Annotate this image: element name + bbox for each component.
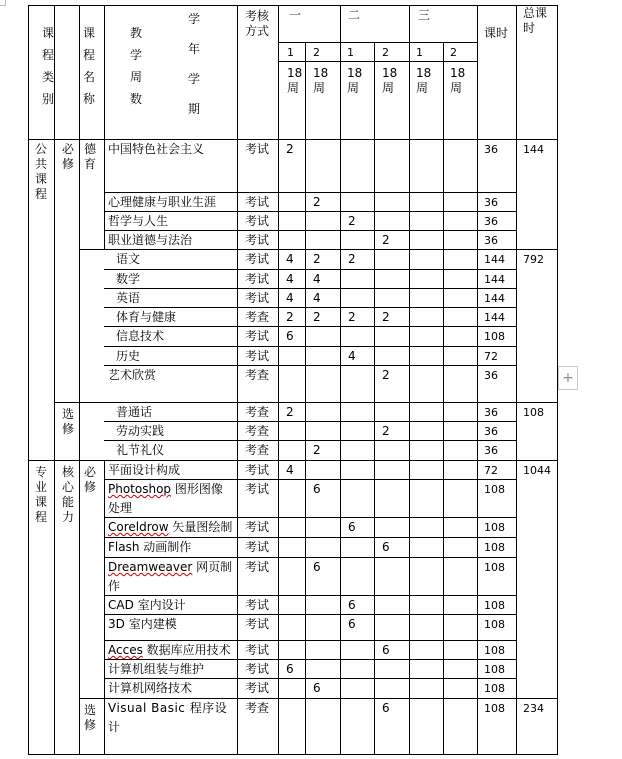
exam-method: 考试 — [245, 291, 270, 305]
course-hours: 108 — [484, 682, 505, 695]
exam-method: 考试 — [245, 349, 270, 363]
course-hours: 108 — [484, 599, 505, 612]
exam-method: 考试 — [245, 272, 270, 286]
semester-hours-4: 2 — [382, 368, 390, 382]
grid-line-h — [28, 5, 558, 6]
header-academic-year: 学 年 学 期 — [188, 12, 201, 116]
header-weeks-5: 18 周 — [416, 66, 432, 95]
semester-hours-4: 2 — [382, 310, 390, 324]
course-name: 劳动实践 — [116, 424, 165, 438]
grid-line-v — [79, 139, 80, 755]
exam-method: 考试 — [245, 252, 270, 266]
grid-line-h — [104, 307, 517, 308]
course-name: CAD 室内设计 — [108, 598, 186, 612]
grid-line-v — [104, 139, 105, 250]
semester-hours-2: 2 — [313, 252, 321, 266]
course-name: 英语 — [116, 291, 141, 305]
group-public-elective: 选 修 — [62, 407, 75, 436]
exam-method: 考查 — [245, 405, 270, 419]
header-weeks-4: 18 周 — [382, 66, 398, 95]
course-hours: 144 — [484, 311, 505, 324]
grid-line-h — [104, 614, 517, 615]
grid-line-h — [79, 249, 558, 250]
header-semester-2: 2 — [313, 46, 320, 59]
course-name: 体育与健康 — [116, 310, 177, 324]
grid-line-v — [409, 5, 410, 755]
exam-method: 考试 — [245, 540, 270, 554]
grid-line-v — [28, 5, 29, 755]
exam-method: 考查 — [245, 424, 270, 438]
course-name: Visual Basic 程序设计 — [108, 701, 228, 734]
total-hours: 144 — [523, 143, 544, 156]
semester-hours-2: 2 — [313, 310, 321, 324]
grid-line-h — [104, 230, 517, 231]
exam-method: 考查 — [245, 368, 270, 382]
course-name: Flash 动画制作 — [108, 540, 192, 554]
semester-hours-4: 2 — [382, 233, 390, 247]
semester-hours-3: 6 — [348, 598, 356, 612]
exam-method: 考试 — [245, 142, 270, 156]
header-total-hours: 总课 时 — [523, 6, 548, 35]
grid-line-v — [443, 42, 444, 755]
grid-line-v — [104, 5, 105, 140]
total-hours: 108 — [523, 406, 544, 419]
semester-hours-1: 2 — [286, 405, 294, 419]
semester-hours-1: 2 — [286, 310, 294, 324]
exam-method: 考查 — [245, 443, 270, 457]
grid-line-v — [516, 5, 517, 755]
course-hours: 36 — [484, 234, 498, 247]
course-hours: 144 — [484, 253, 505, 266]
course-hours: 144 — [484, 292, 505, 305]
grid-line-v — [340, 5, 341, 755]
course-name-cn: 矢量图绘制 — [172, 520, 233, 534]
grid-line-v — [278, 5, 279, 755]
grid-line-v — [54, 139, 55, 755]
course-hours: 36 — [484, 215, 498, 228]
semester-hours-1: 4 — [286, 291, 294, 305]
semester-hours-1: 4 — [286, 252, 294, 266]
grid-line-h — [104, 288, 517, 289]
grid-line-h — [104, 440, 517, 441]
group-public-required: 必 修 — [62, 142, 75, 171]
grid-line-h — [278, 61, 478, 62]
course-hours: 108 — [484, 663, 505, 676]
group-professional-courses: 专 业 课 程 — [35, 465, 48, 524]
total-hours: 792 — [523, 253, 544, 266]
semester-hours-3: 2 — [348, 214, 356, 228]
semester-hours-4: 6 — [382, 643, 390, 657]
semester-hours-1: 2 — [286, 142, 294, 156]
course-name-latin: Coreldrow — [108, 520, 169, 534]
exam-method: 考查 — [245, 701, 270, 715]
grid-line-h — [104, 269, 517, 270]
group-core-ability: 核 心 能 力 — [62, 465, 75, 524]
course-hours: 108 — [484, 330, 505, 343]
course-name: 中国特色社会主义 — [108, 142, 205, 156]
course-name-cn: 网页制作 — [108, 560, 233, 593]
course-hours: 36 — [484, 444, 498, 457]
course-hours: 144 — [484, 273, 505, 286]
header-weeks-2: 18 周 — [313, 66, 329, 95]
group-professional-elective: 选 修 — [84, 703, 97, 732]
group-professional-required: 必 修 — [84, 465, 97, 494]
semester-hours-1: 4 — [286, 463, 294, 477]
exam-method: 考试 — [245, 195, 270, 209]
grid-line-v — [79, 5, 80, 140]
course-name: 历史 — [116, 349, 141, 363]
header-year-2: 二 — [348, 8, 361, 22]
grid-line-v — [477, 5, 478, 755]
exam-method: 考试 — [245, 681, 270, 695]
semester-hours-2: 6 — [313, 560, 321, 574]
header-weeks-3: 18 周 — [347, 66, 363, 95]
grid-line-h — [54, 402, 558, 403]
course-name: 普通话 — [116, 405, 153, 419]
semester-hours-3: 2 — [348, 252, 356, 266]
course-name: 礼节礼仪 — [116, 443, 165, 457]
semester-hours-3: 6 — [348, 617, 356, 631]
course-hours: 108 — [484, 521, 505, 534]
exam-method: 考试 — [245, 643, 270, 657]
grid-line-h — [104, 421, 517, 422]
grid-line-h — [104, 211, 517, 212]
header-year-1: 一 — [289, 8, 302, 22]
exam-method: 考试 — [245, 662, 270, 676]
grid-line-h — [28, 139, 558, 140]
course-hours: 108 — [484, 541, 505, 554]
group-moral-education: 德 育 — [84, 142, 97, 171]
semester-hours-4: 6 — [382, 701, 390, 715]
header-semester-1: 1 — [287, 46, 294, 59]
course-hours: 108 — [484, 561, 505, 574]
exam-method: 考试 — [245, 520, 270, 534]
header-weeks-6: 18 周 — [450, 66, 466, 95]
course-name: 艺术欣赏 — [108, 368, 157, 382]
header-semester-4: 2 — [382, 46, 389, 59]
course-name: 心理健康与职业生涯 — [108, 195, 217, 209]
course-hours: 72 — [484, 464, 498, 477]
grid-line-h — [28, 754, 558, 755]
grid-line-v — [237, 5, 238, 755]
header-teaching-weeks: 教 学 周 数 — [130, 26, 143, 106]
grid-line-v — [104, 460, 105, 755]
course-hours: 108 — [484, 483, 505, 496]
semester-hours-2: 2 — [313, 195, 321, 209]
course-name: 平面设计构成 — [108, 463, 181, 477]
exam-method: 考试 — [245, 214, 270, 228]
exam-method: 考试 — [245, 560, 270, 574]
exam-method: 考试 — [245, 482, 270, 496]
course-hours: 36 — [484, 425, 498, 438]
exam-method: 考试 — [245, 463, 270, 477]
header-semester-5: 1 — [416, 46, 423, 59]
semester-hours-4: 6 — [382, 540, 390, 554]
course-name — [108, 558, 234, 596]
course-name — [108, 518, 234, 537]
course-hours: 108 — [484, 618, 505, 631]
course-hours: 36 — [484, 369, 498, 382]
semester-hours-4: 2 — [382, 424, 390, 438]
header-exam-method: 考核 方式 — [245, 9, 270, 38]
exam-method: 考试 — [245, 233, 270, 247]
course-name-latin: Dreamweaver — [108, 560, 193, 574]
course-name: 职业道德与法治 — [108, 233, 193, 247]
semester-hours-2: 6 — [313, 681, 321, 695]
total-hours: 1044 — [523, 464, 551, 477]
grid-line-h — [278, 42, 478, 43]
course-name: 计算机网络技术 — [108, 681, 193, 695]
grid-line-v — [305, 42, 306, 755]
semester-hours-2: 4 — [313, 272, 321, 286]
semester-hours-2: 6 — [313, 482, 321, 496]
exam-method: 考试 — [245, 329, 270, 343]
course-hours: 36 — [484, 196, 498, 209]
semester-hours-2: 4 — [313, 291, 321, 305]
exam-method: 考查 — [245, 310, 270, 324]
grid-line-h — [104, 346, 517, 347]
page-corner-mark — [0, 0, 6, 6]
course-name: 3D 室内建模 — [108, 617, 177, 631]
course-name-latin: Acces — [108, 643, 143, 657]
header-semester-3: 1 — [347, 46, 354, 59]
course-hours: 108 — [484, 644, 505, 657]
header-semester-6: 2 — [450, 46, 457, 59]
header-course-name: 课 程 名 称 — [83, 26, 96, 106]
add-row-plus-icon[interactable]: + — [558, 366, 578, 390]
course-hours: 72 — [484, 350, 498, 363]
course-name — [108, 641, 234, 660]
header-weeks-1: 18 周 — [287, 66, 303, 95]
course-hours: 108 — [484, 702, 505, 715]
grid-line-h — [104, 365, 517, 366]
semester-hours-1: 6 — [286, 662, 294, 676]
semester-hours-1: 6 — [286, 329, 294, 343]
course-name — [108, 480, 234, 518]
grid-line-h — [104, 678, 517, 679]
semester-hours-3: 4 — [348, 349, 356, 363]
course-name: 计算机组装与维护 — [108, 662, 205, 676]
course-hours: 36 — [484, 406, 498, 419]
course-name: 语文 — [116, 252, 141, 266]
total-hours: 234 — [523, 702, 544, 715]
course-name-cn: 图形图像处理 — [108, 482, 223, 515]
course-name: 哲学与人生 — [108, 214, 169, 228]
semester-hours-3: 2 — [348, 310, 356, 324]
grid-line-h — [104, 537, 517, 538]
course-name-cn: 数据库应用技术 — [146, 643, 231, 657]
header-year-3: 三 — [418, 8, 431, 22]
grid-line-v — [374, 42, 375, 755]
course-hours: 36 — [484, 143, 498, 156]
semester-hours-3: 6 — [348, 520, 356, 534]
semester-hours-1: 4 — [286, 272, 294, 286]
course-name-latin: Photoshop — [108, 482, 172, 496]
grid-line-h — [28, 460, 558, 461]
header-course-category: 课 程 类 别 — [42, 26, 55, 106]
exam-method: 考试 — [245, 617, 270, 631]
semester-hours-2: 2 — [313, 443, 321, 457]
course-name: 信息技术 — [116, 329, 165, 343]
grid-line-h — [104, 192, 517, 193]
grid-line-h — [104, 326, 517, 327]
exam-method: 考试 — [245, 598, 270, 612]
grid-line-v — [54, 5, 55, 140]
course-name: 数学 — [116, 272, 141, 286]
group-public-courses: 公 共 课 程 — [35, 142, 48, 201]
header-hours: 课时 — [484, 26, 509, 40]
